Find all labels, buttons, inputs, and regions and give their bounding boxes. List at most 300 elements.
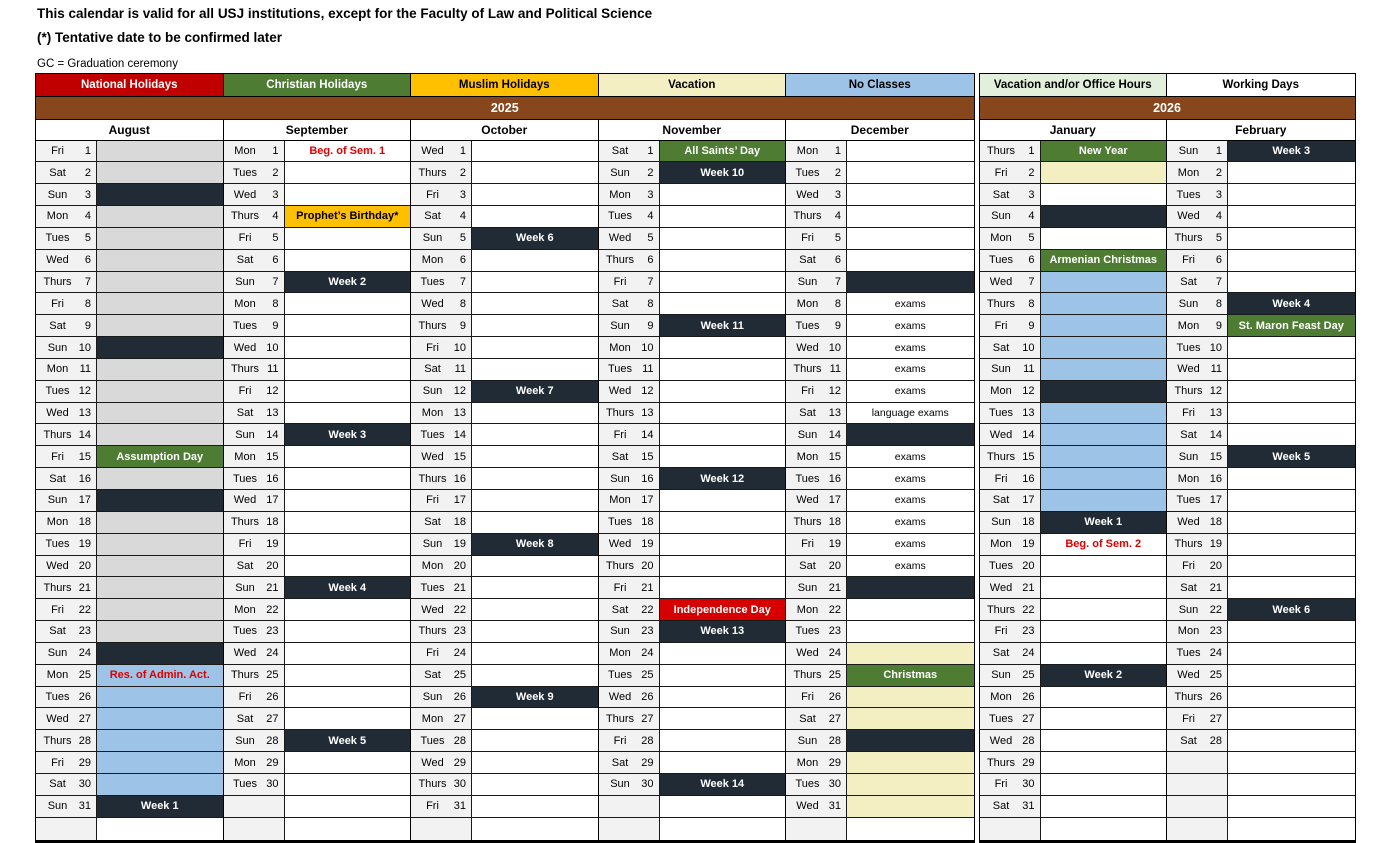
day-name: Wed xyxy=(608,232,632,245)
note-cell xyxy=(97,206,223,227)
day-name: Wed xyxy=(421,603,444,616)
note-cell xyxy=(1228,272,1355,293)
day-cell xyxy=(786,730,847,751)
day-cell xyxy=(411,315,472,336)
note-cell xyxy=(1228,403,1355,424)
note-cell xyxy=(847,621,974,642)
day-number: 4 xyxy=(647,210,654,223)
legend-item: Working Days xyxy=(1167,74,1355,97)
calendar-row xyxy=(1167,184,1355,206)
calendar-row xyxy=(224,556,411,578)
month-header: August xyxy=(36,120,223,141)
note-cell xyxy=(472,534,598,555)
day-cell xyxy=(980,381,1041,402)
calendar-row xyxy=(786,381,974,403)
day-number: 15 xyxy=(1209,450,1222,463)
day-number: 30 xyxy=(1022,778,1035,791)
day-number: 13 xyxy=(266,407,279,420)
day-name: Wed xyxy=(989,428,1013,441)
day-name: Fri xyxy=(994,625,1008,638)
calendar-row xyxy=(599,272,786,294)
day-cell xyxy=(599,359,660,380)
day-number: 30 xyxy=(828,778,841,791)
day-cell xyxy=(599,468,660,489)
calendar-row xyxy=(411,359,598,381)
note-cell xyxy=(472,796,598,817)
day-cell xyxy=(786,446,847,467)
day-number: 16 xyxy=(828,472,841,485)
day-number: 23 xyxy=(1022,625,1035,638)
day-cell xyxy=(786,403,847,424)
calendar-row xyxy=(411,424,598,446)
day-number: 21 xyxy=(453,581,466,594)
day-number: 11 xyxy=(1210,363,1222,376)
day-name: Sat xyxy=(49,778,66,791)
day-name: Sat xyxy=(611,603,629,616)
calendar-row xyxy=(599,250,786,272)
day-cell xyxy=(599,315,660,336)
day-cell xyxy=(1167,708,1228,729)
note-text: exams xyxy=(894,341,926,354)
day-cell xyxy=(599,381,660,402)
day-name: Mon xyxy=(990,232,1012,245)
day-number: 18 xyxy=(1022,516,1035,529)
note-cell xyxy=(847,446,974,467)
calendar-row xyxy=(980,293,1167,315)
day-name: Thurs xyxy=(43,275,72,288)
day-name: Sat xyxy=(1180,275,1197,288)
day-cell xyxy=(411,337,472,358)
calendar-row xyxy=(1167,206,1355,228)
calendar-row xyxy=(224,141,411,163)
day-name: Mon xyxy=(234,450,256,463)
day-name: Sat xyxy=(236,254,254,267)
note-cell xyxy=(1041,730,1167,751)
day-name: Tues xyxy=(1176,647,1201,660)
note-cell xyxy=(1228,599,1355,620)
day-number: 4 xyxy=(834,210,841,223)
day-cell xyxy=(36,141,97,162)
note-cell xyxy=(660,403,786,424)
day-number: 21 xyxy=(266,581,279,594)
day-number: 8 xyxy=(834,297,841,310)
day-cell xyxy=(980,337,1041,358)
calendar-row xyxy=(36,774,223,796)
calendar-row xyxy=(36,337,223,359)
day-cell xyxy=(411,665,472,686)
note-cell xyxy=(1041,818,1167,840)
legend-row xyxy=(36,74,974,97)
day-cell xyxy=(36,512,97,533)
day-name: Wed xyxy=(1177,669,1200,682)
day-number: 5 xyxy=(647,232,654,245)
calendar-row xyxy=(36,534,223,556)
calendar-row xyxy=(980,665,1167,687)
note-text: Week 4 xyxy=(1272,297,1311,310)
day-name: Sat xyxy=(611,297,629,310)
day-cell xyxy=(786,272,847,293)
note-text: Beg. of Sem. 2 xyxy=(1065,538,1142,551)
day-cell xyxy=(786,381,847,402)
note-text: Beg. of Sem. 1 xyxy=(309,144,386,157)
day-cell xyxy=(980,490,1041,511)
day-cell xyxy=(980,665,1041,686)
day-name: Wed xyxy=(796,647,819,660)
calendar-row xyxy=(786,359,974,381)
day-name: Tues xyxy=(988,254,1014,267)
calendar-row xyxy=(786,818,974,840)
note-text: Week 6 xyxy=(1272,603,1311,616)
note-cell xyxy=(1228,752,1355,773)
note-text: Week 2 xyxy=(328,275,367,288)
day-number: 21 xyxy=(78,581,91,594)
day-number: 27 xyxy=(1022,712,1035,725)
day-number: 22 xyxy=(641,603,654,616)
note-cell xyxy=(660,424,786,445)
day-number: 9 xyxy=(1215,319,1222,332)
note-cell xyxy=(1041,359,1167,380)
day-number: 12 xyxy=(828,385,841,398)
day-cell xyxy=(980,446,1041,467)
calendar-row xyxy=(224,446,411,468)
day-cell xyxy=(599,228,660,249)
day-number: 4 xyxy=(84,210,91,223)
day-name: Tues xyxy=(795,319,820,332)
note-text: Week 13 xyxy=(700,625,745,638)
gc-note: GC = Graduation ceremony xyxy=(37,58,178,70)
day-name: Sat xyxy=(236,712,254,725)
day-cell xyxy=(599,730,660,751)
note-cell xyxy=(1041,424,1167,445)
calendar-row xyxy=(786,337,974,359)
calendar-row xyxy=(224,643,411,665)
note-text: Independence Day xyxy=(673,603,771,616)
day-name: Wed xyxy=(233,341,257,354)
day-cell xyxy=(411,381,472,402)
calendar-row xyxy=(786,424,974,446)
day-name: Sun xyxy=(422,538,443,551)
day-cell xyxy=(786,315,847,336)
day-number: 5 xyxy=(1215,232,1222,245)
day-cell xyxy=(411,162,472,183)
day-name: Mon xyxy=(609,494,631,507)
note-cell xyxy=(472,512,598,533)
day-cell xyxy=(599,490,660,511)
day-cell xyxy=(980,468,1041,489)
note-cell xyxy=(1041,337,1167,358)
day-name: Mon xyxy=(796,756,819,769)
note-cell xyxy=(285,446,411,467)
day-number: 3 xyxy=(272,188,279,201)
day-number: 25 xyxy=(78,669,91,682)
day-number: 3 xyxy=(459,188,466,201)
day-cell xyxy=(980,293,1041,314)
day-name: Fri xyxy=(426,800,439,813)
note-cell xyxy=(97,708,223,729)
day-name: Thurs xyxy=(230,210,260,223)
note-cell xyxy=(285,293,411,314)
note-cell xyxy=(285,774,411,795)
calendar-row xyxy=(980,403,1167,425)
day-name: Fri xyxy=(801,385,814,398)
note-cell xyxy=(660,665,786,686)
day-number: 31 xyxy=(453,800,466,813)
day-cell xyxy=(599,643,660,664)
day-name: Mon xyxy=(609,647,631,660)
day-name: Tues xyxy=(232,166,258,179)
note-cell xyxy=(97,512,223,533)
day-cell xyxy=(786,206,847,227)
day-number: 23 xyxy=(1209,625,1222,638)
calendar-row xyxy=(36,206,223,228)
day-name: Wed xyxy=(796,800,819,813)
calendar-row xyxy=(36,577,223,599)
note-cell xyxy=(285,381,411,402)
day-name: Thurs xyxy=(793,363,822,376)
day-cell xyxy=(980,315,1041,336)
day-number: 14 xyxy=(78,428,91,441)
calendar-row xyxy=(411,272,598,294)
day-name: Wed xyxy=(796,494,819,507)
day-number: 16 xyxy=(1209,472,1222,485)
calendar-row xyxy=(786,446,974,468)
note-cell xyxy=(285,665,411,686)
day-name: Tues xyxy=(607,516,633,529)
note-cell xyxy=(1228,293,1355,314)
day-name: Thurs xyxy=(605,712,635,725)
day-number: 13 xyxy=(828,407,841,420)
day-cell xyxy=(1167,315,1228,336)
note-cell xyxy=(285,818,411,840)
day-name: Fri xyxy=(238,691,252,704)
day-number: 14 xyxy=(641,428,654,441)
day-name: Sun xyxy=(1178,297,1199,310)
day-name: Mon xyxy=(234,144,256,157)
day-name: Sun xyxy=(1178,450,1199,463)
day-number: 26 xyxy=(453,691,466,704)
day-name: Sat xyxy=(992,494,1010,507)
calendar-row xyxy=(36,141,223,163)
day-name: Fri xyxy=(1182,559,1195,572)
calendar-row xyxy=(36,708,223,730)
day-cell xyxy=(786,665,847,686)
day-name: Wed xyxy=(46,559,69,572)
day-number: 26 xyxy=(641,691,654,704)
note-cell xyxy=(660,556,786,577)
day-name: Wed xyxy=(796,188,819,201)
note-text: All Saints’ Day xyxy=(684,144,761,157)
note-cell xyxy=(1228,141,1355,162)
day-number: 11 xyxy=(829,363,841,376)
note-text: Week 11 xyxy=(700,319,744,332)
day-name: Wed xyxy=(608,385,632,398)
calendar-row xyxy=(980,818,1167,840)
day-cell xyxy=(411,293,472,314)
day-name: Thurs xyxy=(986,297,1016,310)
day-name: Thurs xyxy=(418,778,447,791)
calendar-row xyxy=(1167,708,1355,730)
note-cell xyxy=(660,621,786,642)
day-name: Sun xyxy=(797,275,818,288)
calendar-row xyxy=(599,818,786,840)
day-cell xyxy=(224,162,285,183)
day-number: 19 xyxy=(78,538,91,551)
day-number: 4 xyxy=(272,210,279,223)
calendar-row xyxy=(36,621,223,643)
calendar-row xyxy=(599,687,786,709)
legend-item: Vacation xyxy=(599,74,787,97)
day-cell xyxy=(599,184,660,205)
note-cell xyxy=(847,206,974,227)
day-name: Thurs xyxy=(793,516,822,529)
calendar-row xyxy=(411,621,598,643)
day-name: Thurs xyxy=(605,559,635,572)
calendar-row xyxy=(599,752,786,774)
day-number: 24 xyxy=(1209,647,1222,660)
day-cell xyxy=(786,228,847,249)
day-cell xyxy=(36,228,97,249)
day-name: Fri xyxy=(994,319,1008,332)
day-cell xyxy=(224,337,285,358)
note-cell xyxy=(1041,381,1167,402)
day-name: Tues xyxy=(232,778,258,791)
day-number: 2 xyxy=(647,166,654,179)
calendar-row xyxy=(599,162,786,184)
calendar-row xyxy=(1167,687,1355,709)
note-cell xyxy=(285,206,411,227)
calendar-row xyxy=(980,621,1167,643)
day-cell xyxy=(1167,796,1228,817)
calendar-row xyxy=(599,730,786,752)
day-number: 24 xyxy=(641,647,654,660)
day-name: Fri xyxy=(801,232,814,245)
day-cell xyxy=(1167,556,1228,577)
note-cell xyxy=(97,359,223,380)
day-cell xyxy=(411,424,472,445)
day-number: 17 xyxy=(1022,494,1035,507)
day-cell xyxy=(36,468,97,489)
day-name: Mon xyxy=(421,254,444,267)
day-cell xyxy=(1167,206,1228,227)
note-cell xyxy=(847,250,974,271)
day-name: Sun xyxy=(47,188,68,201)
day-cell xyxy=(980,250,1041,271)
calendar-row xyxy=(36,599,223,621)
day-name: Tues xyxy=(232,319,258,332)
calendar-row xyxy=(1167,818,1355,840)
day-number: 31 xyxy=(1022,800,1035,813)
day-name: Wed xyxy=(46,407,69,420)
day-name: Fri xyxy=(613,581,627,594)
day-name: Sat xyxy=(424,516,441,529)
calendar-row xyxy=(1167,534,1355,556)
calendar-row xyxy=(411,250,598,272)
note-cell xyxy=(847,424,974,445)
day-number: 16 xyxy=(266,472,279,485)
day-name: Sun xyxy=(610,319,630,332)
note-cell xyxy=(1041,162,1167,183)
day-name: Sat xyxy=(611,756,629,769)
day-name: Sat xyxy=(236,407,254,420)
day-cell xyxy=(599,599,660,620)
day-name: Tues xyxy=(988,712,1014,725)
day-cell xyxy=(599,141,660,162)
note-cell xyxy=(97,556,223,577)
day-name: Wed xyxy=(233,647,257,660)
note-cell xyxy=(847,490,974,511)
day-number: 3 xyxy=(1215,188,1222,201)
note-cell xyxy=(97,337,223,358)
calendar-row xyxy=(411,687,598,709)
day-number: 12 xyxy=(641,385,654,398)
note-text: Week 12 xyxy=(700,472,745,485)
day-number: 23 xyxy=(641,625,654,638)
calendar-row xyxy=(599,490,786,512)
day-name: Sun xyxy=(1178,603,1199,616)
note-cell xyxy=(847,752,974,773)
day-cell xyxy=(36,577,97,598)
calendar-row xyxy=(599,599,786,621)
calendar-row xyxy=(411,315,598,337)
day-number: 18 xyxy=(453,516,466,529)
day-number: 1 xyxy=(84,144,91,157)
day-name: Wed xyxy=(989,275,1013,288)
day-cell xyxy=(786,490,847,511)
note-cell xyxy=(660,337,786,358)
day-number: 25 xyxy=(828,669,841,682)
calendar-row xyxy=(36,315,223,337)
calendar-row xyxy=(224,599,411,621)
day-cell xyxy=(980,184,1041,205)
day-name: Mon xyxy=(46,210,69,223)
day-number: 15 xyxy=(1022,450,1035,463)
day-number: 22 xyxy=(266,603,279,616)
day-number: 26 xyxy=(1022,691,1035,704)
day-cell xyxy=(411,774,472,795)
day-cell xyxy=(224,556,285,577)
day-cell xyxy=(980,752,1041,773)
calendar-row xyxy=(599,708,786,730)
day-name: Tues xyxy=(232,472,258,485)
day-name: Thurs xyxy=(230,363,260,376)
day-number: 10 xyxy=(641,341,654,354)
calendar-row xyxy=(411,381,598,403)
note-cell xyxy=(472,621,598,642)
note-cell xyxy=(1228,184,1355,205)
note-cell xyxy=(472,228,598,249)
day-cell xyxy=(411,796,472,817)
calendar-row xyxy=(224,730,411,752)
day-name: Sat xyxy=(1180,734,1197,747)
note-cell xyxy=(472,556,598,577)
note-cell xyxy=(847,184,974,205)
note-text: Week 3 xyxy=(1272,144,1311,157)
day-cell xyxy=(1167,468,1228,489)
note-text: exams xyxy=(894,363,926,376)
note-cell xyxy=(285,141,411,162)
day-name: Sat xyxy=(992,341,1010,354)
note-cell xyxy=(285,468,411,489)
day-cell xyxy=(411,206,472,227)
legend-item: National Holidays xyxy=(36,74,224,97)
day-name: Sat xyxy=(49,472,66,485)
day-number: 24 xyxy=(78,647,91,660)
day-cell xyxy=(980,512,1041,533)
calendar-row xyxy=(224,621,411,643)
note-cell xyxy=(1041,184,1167,205)
calendar-row xyxy=(224,665,411,687)
calendar-row xyxy=(36,446,223,468)
